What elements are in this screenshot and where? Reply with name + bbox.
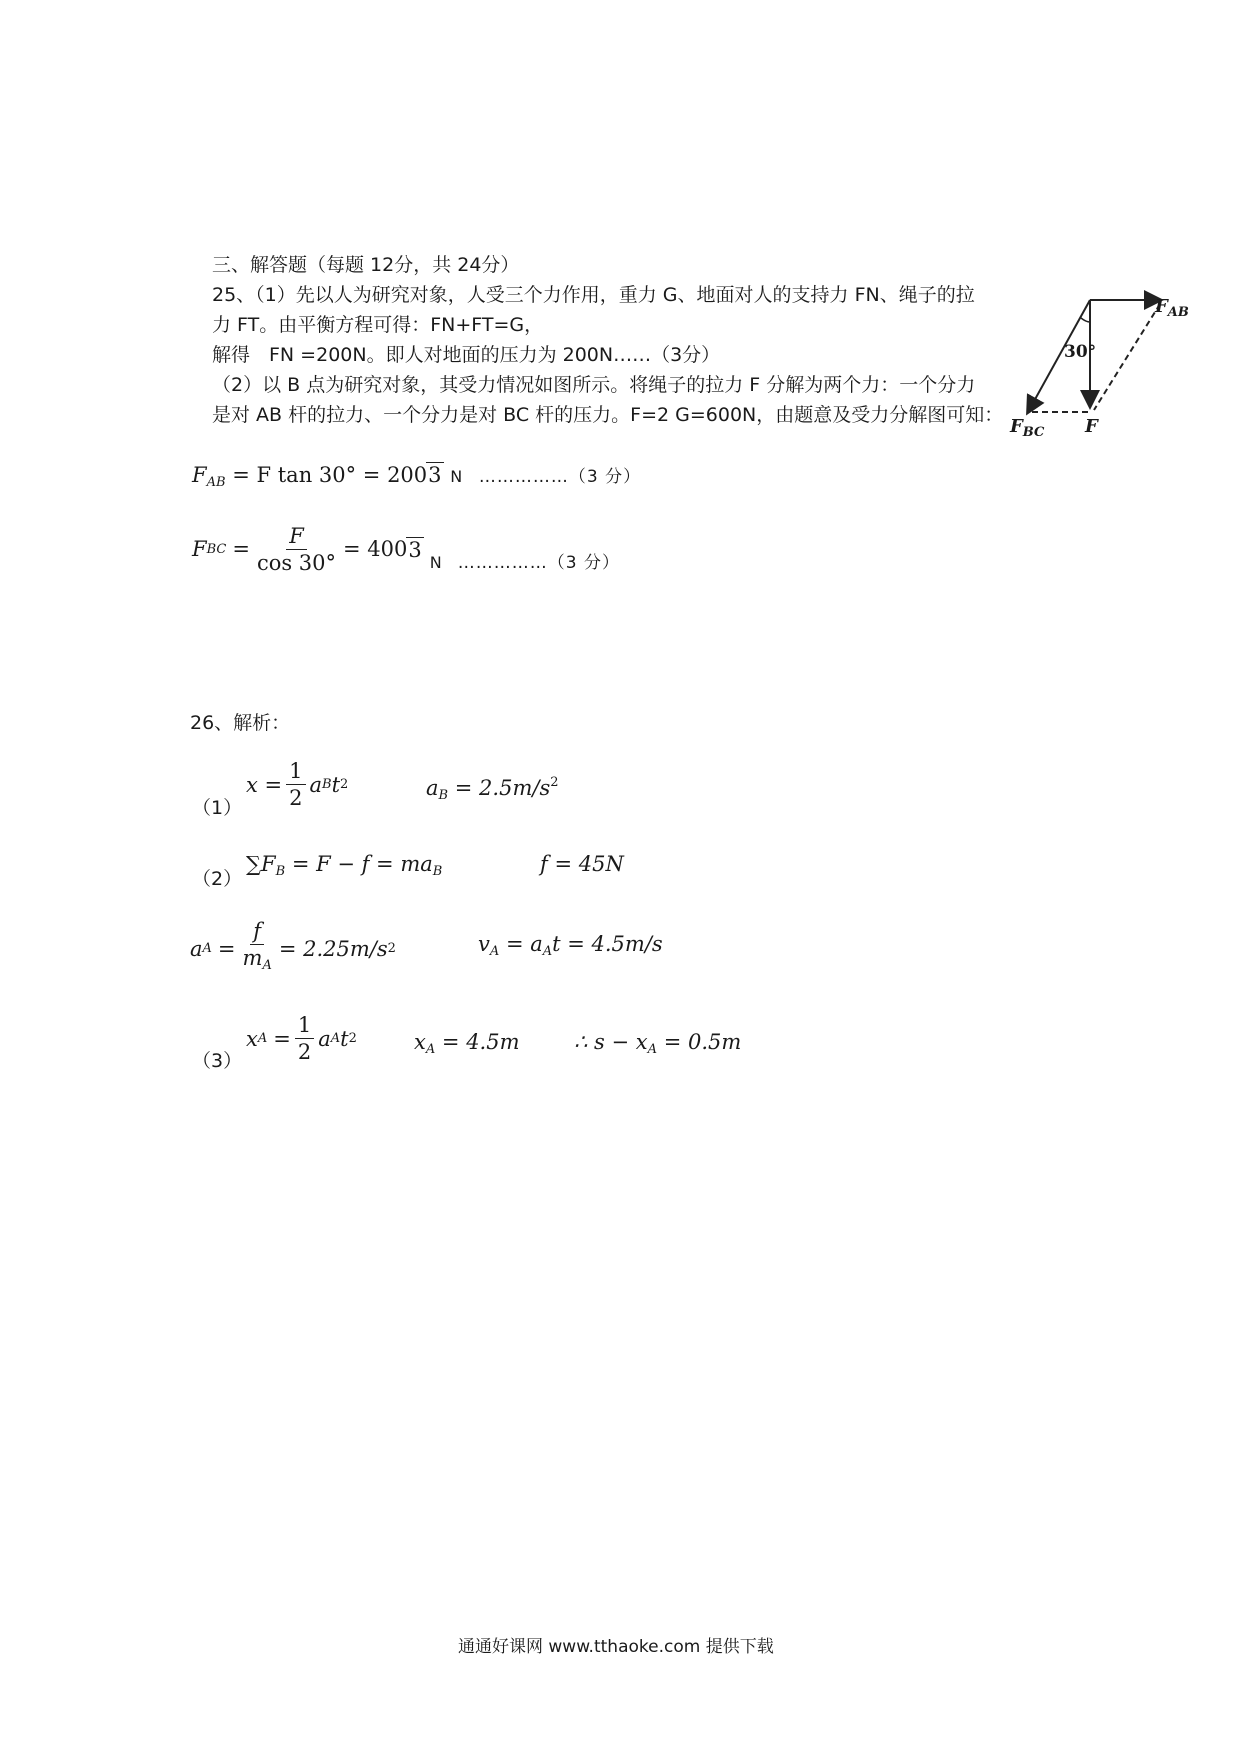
q26-part3-eq-a: x A = $\frac{1}{2}$ a A t 2 (246, 1013, 357, 1064)
q26-part2-eq-a: $\sum F_B = F - f = ma_B$ (246, 852, 443, 879)
footer-source: 通通好课网 www.tthaoke.com 提供下载 (458, 1637, 774, 1657)
q25-line-1: 25、（1）先以人为研究对象，人受三个力作用，重力 G、地面对人的支持力 FN、绳子的拉 (212, 284, 975, 306)
q26-part1-label: （1） (192, 797, 243, 819)
fab-label: $F_{AB}$ (1155, 296, 1189, 320)
f-label: F (1085, 416, 1098, 437)
section-title: 三、解答题（每题 12分，共 24分） (212, 254, 520, 276)
q26-part1-eq-b: $a_B = 2.5m/s^2$ (426, 775, 559, 803)
fbc-label: $F_{BC}$ (1010, 416, 1045, 440)
angle-label: 30° (1064, 342, 1097, 362)
q25-equation-fbc: F BC = $\frac{F}{\cos 30^\circ}$ = 400 3 N ……………（3 分） (192, 523, 620, 575)
q26-part3-eq-c: ∴ $s - x_A = 0.5m$ (574, 1030, 742, 1057)
q26-part3-label: （3） (192, 1050, 243, 1072)
q26-part3-eq-b: $x_A = 4.5m$ (414, 1030, 520, 1057)
q25-line-4: （2）以 B 点为研究对象，其受力情况如图所示。将绳子的拉力 F 分解为两个力：一个分力 (212, 374, 976, 396)
q25-line-3: 解得 FN =200N。即人对地面的压力为 200N……（3分） (212, 344, 721, 366)
q26-part2-eq-c: a A = $\frac{f}{m_A}$ = 2.25m/s 2 (190, 919, 396, 973)
q26-part2-eq-d: $v_A = a_At = 4.5m/s$ (478, 932, 663, 959)
q25-equation-fab: $F_{AB} = F$ tan 30° = 2003 N ……………（3 分） (192, 463, 642, 490)
q26-part1-eq-a: x = $\frac{1}{2}$ a B t 2 (246, 759, 349, 810)
q26-part2-label: （2） (192, 868, 243, 890)
q25-line-5: 是对 AB 杆的拉力、一个分力是对 BC 杆的压力。F=2 G=600N，由题意及受力分解图可知： (212, 404, 1004, 426)
q26-part2-eq-b: f = 45N (540, 852, 624, 876)
q26-title: 26、解析： (190, 712, 291, 734)
q25-line-2: 力 FT。由平衡方程可得：FN+FT=G， (212, 314, 544, 336)
angle-arc (1081, 318, 1090, 322)
dashed-right (1094, 304, 1160, 410)
